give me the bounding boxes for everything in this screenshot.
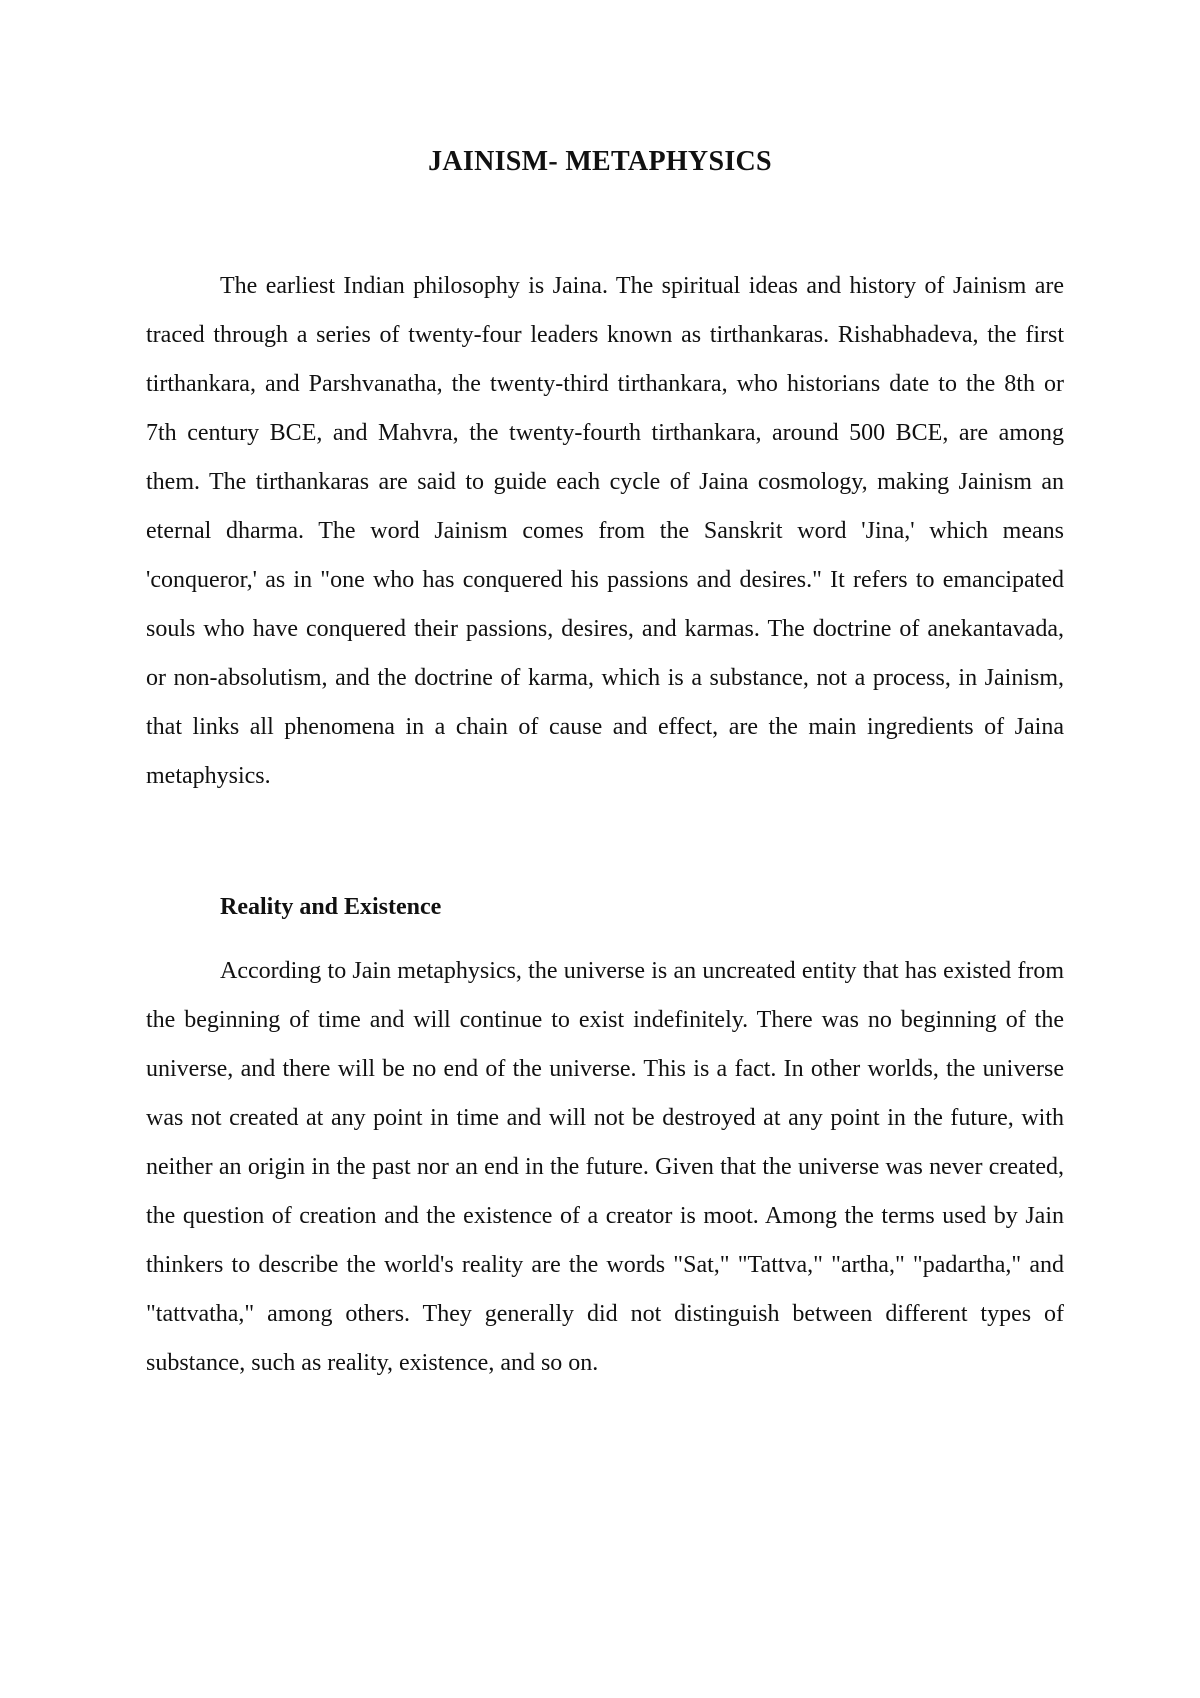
paragraph-reality-existence: According to Jain metaphysics, the universe is an uncreated entity that has existed from the beginning of time and will continue to exist indefinitely. There was no beginning of the universe, and there will be no end of the universe. This is a fact. In other worlds, the universe was not created at any point in time and will not be destroyed at any point in the future, with neither an origin in the past nor an end in the future. Given that the universe was never created, the question of creation and the existence of a creator is moot. Among the terms used by Jain thinkers to describe the world's reality are the words "Sat," "Tattva," "artha," "padartha," and "tattvatha," among others. They generally did not distinguish between different types of substance, such as reality, existence, and so on.	[146, 958, 1064, 1376]
paragraph-intro: The earliest Indian philosophy is Jaina. The spiritual ideas and history of Jainism are traced through a series of twenty-four leaders known as tirthankaras. Rishabhadeva, the first tirthankara, and Parshvanatha, the twenty-third tirthankara, who historians date to the 8th or 7th century BCE, and Mahvra, the twenty-fourth tirthankara, around 500 BCE, are among them. The tirthankaras are said to guide each cycle of Jaina cosmology, making Jainism an eternal dharma. The word Jainism comes from the Sanskrit word 'Jina,' which means 'conqueror,' as in "one who has conquered his passions and desires." It refers to emancipated souls who have conquered their passions, desires, and karmas. The doctrine of anekantavada, or non-absolutism, and the doctrine of karma, which is a substance, not a process, in Jainism, that links all phenomena in a chain of cause and effect, are the main ingredients of Jaina metaphysics.	[146, 273, 1064, 789]
section-heading: Reality and Existence	[220, 894, 442, 920]
page-title: JAINISM- METAPHYSICS	[428, 146, 772, 177]
